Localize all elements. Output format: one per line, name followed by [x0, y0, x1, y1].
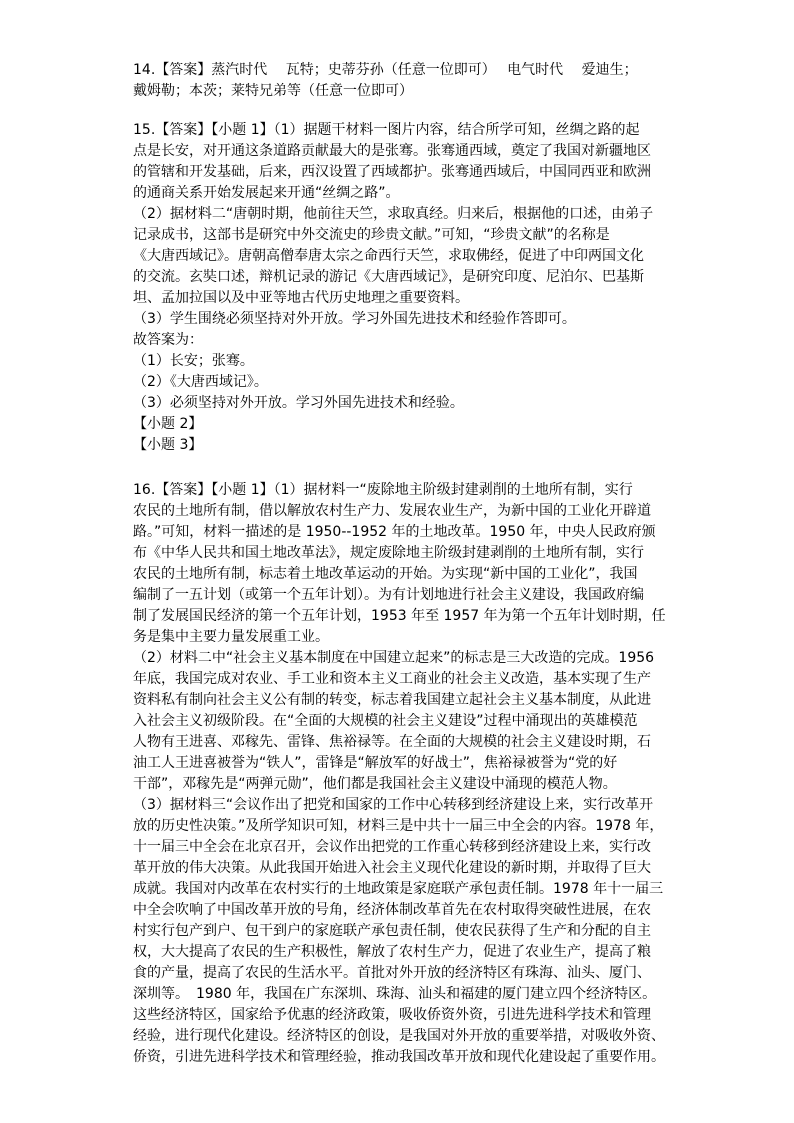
- text-line: 布《中华人民共和国土地改革法》，规定废除地主阶级封建剥削的土地所有制，实行: [133, 545, 644, 561]
- text-line: （3）必须坚持对外开放。学习外国先进技术和经验。: [133, 395, 464, 411]
- text-line: 入社会主义初级阶段。在“全面的大规模的社会主义建设”过程中涌现出的英雄模范: [133, 713, 638, 729]
- text-line: 制了发展国民经济的第一个五年计划，1953 年至 1957 年为第一个五年计划时期，任: [133, 608, 666, 624]
- text-line: 侨资，引进先进科学技术和管理经验，推动我国改革开放和现代化建设起了重要作用。: [133, 1049, 665, 1065]
- text-line: 经验，进行现代化建设。经济特区的创设，是我国对外开放的重要举措，对吸收外资、: [133, 1028, 665, 1044]
- text-line: 16.【答案】【小题 1】（1）据材料一“废除地主阶级封建剥削的土地所有制，实行: [133, 482, 633, 498]
- text-line: （3）据材料三“会议作出了把党和国家的工作中心转移到经济建设上来，实行改革开: [133, 797, 654, 813]
- text-line: 坦、孟加拉国以及中亚等地古代历史地理之重要资料。: [133, 290, 469, 306]
- answer-14-text: [133, 60, 668, 102]
- text-line: 权，大大提高了农民的生产积极性，解放了农村生产力，促进了农业生产，提高了粮: [133, 944, 651, 960]
- text-line: 的交流。玄奘口述，辩机记录的游记《大唐西域记》，是研究印度、尼泊尔、巴基斯: [133, 269, 644, 285]
- text-line: （3）学生围绕必须坚持对外开放。学习外国先进技术和经验作答即可。: [133, 311, 576, 327]
- text-line: 十一届三中全会在北京召开，会议作出把党的工作重心转移到经济建设上来，实行改: [133, 839, 651, 855]
- text-line: （2）材料二中“社会主义基本制度在中国建立起来”的标志是三大改造的完成。1956: [133, 650, 655, 666]
- answer-16: [133, 480, 668, 1068]
- text-line: 14.【答案】蒸汽时代 瓦特；史蒂芬孙（任意一位即可） 电气时代 爱迪生；: [133, 62, 638, 78]
- text-line: 人物有王进喜、邓稼先、雷锋、焦裕禄等。在全面的大规模的社会主义建设时期，石: [133, 734, 651, 750]
- text-line: 路。”可知，材料一描述的是 1950--1952 年的土地改革。1950 年，中央人民政府颁: [133, 524, 656, 540]
- text-line: 【小题 3】: [133, 437, 203, 453]
- text-line: 务是集中主要力量发展重工业。: [133, 629, 329, 645]
- text-line: 资料私有制向社会主义公有制的转变，标志着我国建立起社会主义基本制度，从此进: [133, 692, 651, 708]
- text-line: 革开放的伟大决策。从此我国开始进入社会主义现代化建设的新时期，并取得了巨大: [133, 860, 651, 876]
- text-line: （1）长安；张骞。: [133, 353, 254, 369]
- answer-16-text: [133, 480, 668, 1068]
- text-line: 深圳等。 1980 年，我国在广东深圳、珠海、汕头和福建的厦门建立四个经济特区。: [133, 986, 657, 1002]
- text-line: 中全会吹响了中国改革开放的号角，经济体制改革首先在农村取得突破性进展，在农: [133, 902, 651, 918]
- text-line: 点是长安，对开通这条道路贡献最大的是张骞。张骞通西域，奠定了我国对新疆地区: [133, 143, 651, 159]
- text-line: 食的产量，提高了农民的生活水平。首批对外开放的经济特区有珠海、汕头、厦门、: [133, 965, 651, 981]
- text-line: 成就。我国对内改革在农村实行的土地政策是家庭联产承包责任制。1978 年十一届三: [133, 881, 664, 897]
- text-line: 15.【答案】【小题 1】（1）据题干材料一图片内容，结合所学可知，丝绸之路的起: [133, 122, 640, 138]
- text-line: 【小题 2】: [133, 416, 203, 432]
- text-line: 的管辖和开发基础，后来，西汉设置了西域都护。张骞通西域后，中国同西亚和欧洲: [133, 164, 651, 180]
- text-line: 农民的土地所有制，标志着土地改革运动的开始。为实现“新中国的工业化”，我国: [133, 566, 638, 582]
- text-line: 这些经济特区，国家给予优惠的经济政策，吸收侨资外资，引进先进科学技术和管理: [133, 1007, 651, 1023]
- text-line: 农民的土地所有制，借以解放农村生产力、发展农业生产，为新中国的工业化开辟道: [133, 503, 651, 519]
- text-line: 故答案为：: [133, 332, 203, 348]
- text-line: 年底，我国完成对农业、手工业和资本主义工商业的社会主义改造，基本实现了生产: [133, 671, 651, 687]
- text-line: 的通商关系开始发展起来开通“丝绸之路”。: [133, 185, 400, 201]
- text-line: 记录成书，这部书是研究中外交流史的珍贵文献。”可知，“珍贵文献”的名称是: [133, 227, 610, 243]
- text-line: 油工人王进喜被誉为“铁人”，雷锋是“解放军的好战士”，焦裕禄被誉为“党的好: [133, 755, 618, 771]
- text-line: （2）据材料二“唐朝时期，他前往天竺，求取真经。归来后，根据他的口述，由弟子: [133, 206, 654, 222]
- text-line: 干部”，邓稼先是“两弹元勋”，他们都是我国社会主义建设中涌现的模范人物。: [133, 776, 617, 792]
- text-line: （2）《大唐西域记》。: [133, 374, 268, 390]
- text-line: 放的历史性决策。”及所学知识可知，材料三是中共十一届三中全会的内容。1978 年，: [133, 818, 664, 834]
- text-line: 村实行包产到户、包干到户的家庭联产承包责任制，使农民获得了生产和分配的自主: [133, 923, 651, 939]
- answer-15: [133, 120, 668, 456]
- answer-14: [133, 60, 668, 102]
- answer-15-text: [133, 120, 668, 456]
- text-line: 戴姆勒；本茨；莱特兄弟等（任意一位即可）: [133, 83, 413, 99]
- text-line: 编制了一五计划（或第一个五年计划）。为有计划地进行社会主义建设，我国政府编: [133, 587, 644, 603]
- text-line: 《大唐西域记》。唐朝高僧奉唐太宗之命西行天竺，求取佛经，促进了中印两国文化: [133, 248, 644, 264]
